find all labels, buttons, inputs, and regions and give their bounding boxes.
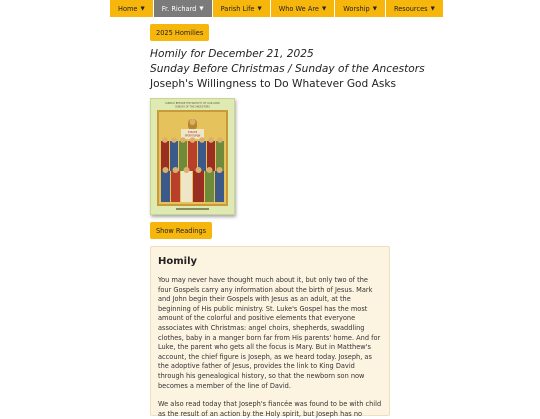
- svg-text:ΣΥΝΑΞΙΣ: ΣΥΝΑΞΙΣ: [187, 131, 198, 134]
- homily-date-title: Homily for December 21, 2025: [150, 48, 314, 60]
- chevron-down-icon: ▼: [430, 5, 435, 12]
- nav-item-fr-richard[interactable]: [154, 0, 212, 17]
- homily-heading: Homily: [158, 256, 198, 267]
- nav-label: Worship: [343, 4, 370, 13]
- chevron-down-icon: ▼: [199, 5, 204, 12]
- icon-caption-line-1: SUNDAY BEFORE THE NATIVITY OF OUR LORD: [165, 102, 220, 105]
- nav-item-worship[interactable]: [335, 0, 385, 17]
- nav-item-resources[interactable]: [386, 0, 443, 17]
- main-nav: [110, 0, 444, 17]
- nav-label: Home: [118, 4, 138, 13]
- nav-item-home[interactable]: [110, 0, 153, 17]
- nav-label: Who We Are: [278, 4, 319, 13]
- show-readings-button[interactable]: Show Readings: [150, 222, 212, 239]
- nav-label: Resources: [393, 4, 428, 13]
- nav-item-parish-life[interactable]: [213, 0, 270, 17]
- nav-item-who-we-are[interactable]: [271, 0, 334, 17]
- chevron-down-icon: ▼: [372, 5, 377, 12]
- chevron-down-icon: ▼: [257, 5, 262, 12]
- chevron-down-icon: ▼: [140, 5, 145, 12]
- chevron-down-icon: ▼: [321, 5, 327, 12]
- icon-caption-line-2: SUNDAY OF THE ANCESTORS: [175, 105, 210, 109]
- homily-paragraph: We also read today that Joseph's fiancée was found to be with child as the result of an action by the Holy spirit, but Joseph has no: [158, 400, 382, 418]
- homily-main-title: Joseph's Willingness to Do Whatever God Asks: [150, 78, 397, 90]
- homilies-2025-button[interactable]: 2025 Homilies: [150, 24, 209, 41]
- homily-section: [150, 246, 390, 416]
- feast-title: Sunday Before Christmas / Sunday of the Ancestors: [150, 63, 425, 75]
- homily-paragraph: You may never have thought much about it, but only two of the four Gospels carry any information about the birth of Jesus. Mark and John begin their Gospels with Jesus as an adult, at the beginning of His public ministry. St. Luke's Gospel has the most amount of the colorful and positive elements that everyone associates with Christmas: angel choirs, shepherds, swaddling clothes, baby in a manger born far from His parents' home. And for Luke, the parent who gets all the focus is Mary. But in Matthew's account, the chief figure is Joseph, as we heard today. Joseph, as the adoptive father of Jesus, provides the link to King David through his genealogical history, so that the newborn son now becomes a member of the line of David.: [158, 276, 381, 390]
- icon-artwork: [151, 99, 234, 214]
- svg-text:ΠΡΟΠΑΤΟΡΩΝ: ΠΡΟΠΑΤΟΡΩΝ: [184, 134, 201, 138]
- ancestors-icon-image: [150, 98, 235, 215]
- nav-label: Parish Life: [220, 4, 255, 13]
- nav-label: Fr. Richard: [161, 4, 197, 13]
